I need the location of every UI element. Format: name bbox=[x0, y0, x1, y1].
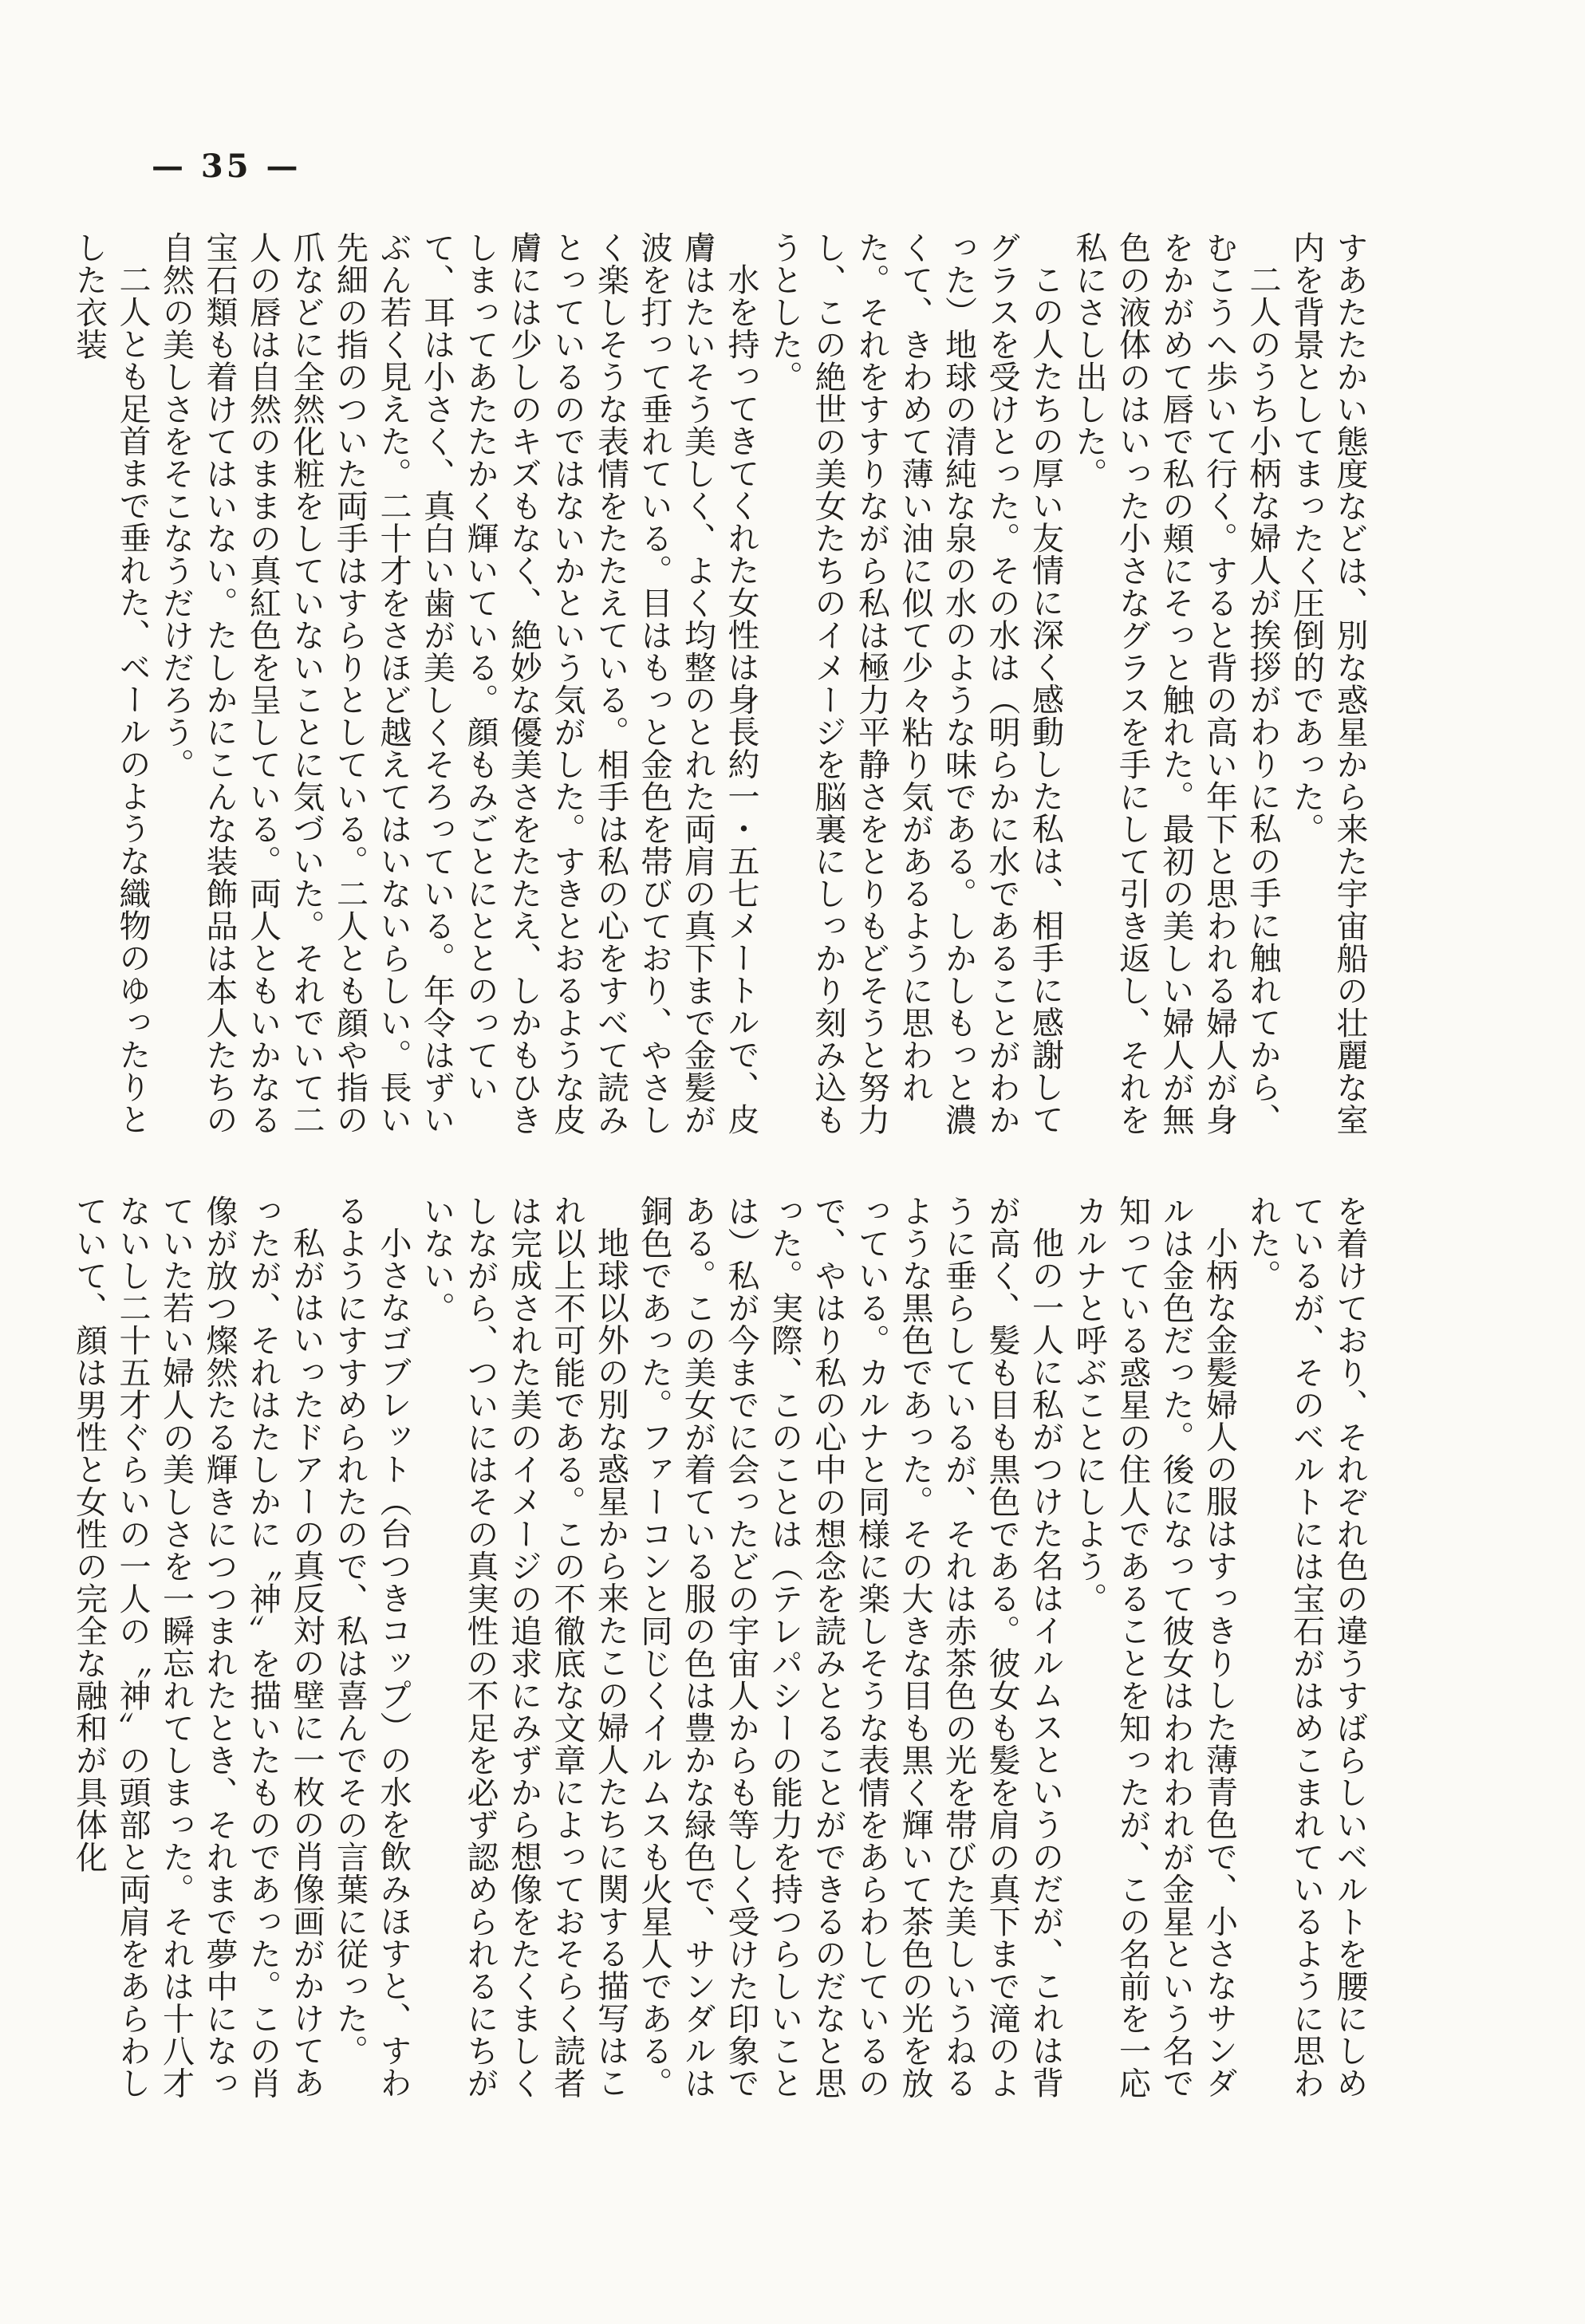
paragraph: 小柄な金髪婦人の服はすっきりした薄青色で、小さなサンダルは金色だった。後になって彼女はわれわれが金星という名で知っている惑星の住人であることを知ったが、この名前を一応カルナと呼ぶことにしよう。 bbox=[1070, 1195, 1238, 2099]
upper-text-column bbox=[70, 231, 1371, 1152]
paragraph: この人たちの厚い友情に深く感動した私は、相手に感謝してグラスを受けとった。その水は（明らかに水であることがわかった）地球の清純な泉の水のような味である。しかしもっと濃くて、きわめて薄い油に似て少々粘り気があるように思われた。それをすすりながら私は極力平静さをとりもどそうと努力し、この絶世の美女たちのイメージを脳裏にしっかり刻み込もうとした。 bbox=[766, 231, 1064, 1136]
paragraph: 地球以外の別な惑星から来たこの婦人たちに関する描写はこれ以上不可能である。この不徹底な文章によっておそらく読者は完成された美のイメージの追求にみずから想像をたくましくしながら、ついにはその真実性の不足を必ず認められるにちがいない。 bbox=[418, 1195, 629, 2099]
paragraph: すあたたかい態度などは、別な惑星から来た宇宙船の壮麗な室内を背景としてまったく圧倒的であった。 bbox=[1287, 231, 1368, 1136]
paragraph: 小さなゴブレット（台つきコップ）の水を飲みほすと、すわるようにすすめられたので、私は喜んでその言葉に従った。 bbox=[331, 1195, 412, 2099]
paragraph: 水を持ってきてくれた女性は身長約一・五七メートルで、皮膚はたいそう美しく、よく均整のとれた両肩の真下まで金髪が波を打って垂れている。目はもっと金色を帯びており、やさしく楽しそうな表情をたたえている。相手は私の心をすべて読みとっているのではないかという気がした。すきとおるような皮膚には少しのキズもなく、絶妙な優美さをたたえ、しかもひきしまってあたたかく輝いている。顔もみごとにととのっていて、耳は小さく、真白い歯が美しくそろっている。年令はずいぶん若く見えた。二十才をさほど越えてはいないらしい。長い先細の指のついた両手はすらりとしている。二人とも顔や指の爪などに全然化粧をしていないことに気づいた。それでいて二人の唇は自然のままの真紅色を呈している。両人ともいかなる宝石類も着けてはいない。たしかにこんな装飾品は本人たちの自然の美しさをそこなうだけだろう。 bbox=[157, 231, 759, 1136]
paragraph: 二人とも足首まで垂れた、ベールのような織物のゆったりとした衣装 bbox=[70, 231, 151, 1136]
paragraph: 二人のうち小柄な婦人が挨拶がわりに私の手に触れてから、むこうへ歩いて行く。すると背の高い年下と思われる婦人が身をかがめて唇で私の頬にそっと触れた。最初の美しい婦人が無色の液体のはいった小さなグラスを手にして引き返し、それを私にさし出した。 bbox=[1070, 231, 1281, 1136]
lower-text-column bbox=[70, 1195, 1371, 2104]
paragraph: 私がはいったドアーの真反対の壁に一枚の肖像画がかけてあったが、それはたしかに〝神〟を描いたものであった。この肖像が放つ燦然たる輝きにつつまれたとき、それまで夢中になっていた若い婦人の美しさを一瞬忘れてしまった。それは十八才ないし二十五才ぐらいの一人の〝神〟の頭部と両肩をあらわしていて、顔は男性と女性の完全な融和が具体化 bbox=[70, 1195, 325, 2099]
page-number: — 35 — bbox=[152, 148, 302, 185]
paragraph: 他の一人に私がつけた名はイルムスというのだが、これは背が高く、髪も目も黒色である。彼女も髪を肩の真下まで滝のように垂らしているが、それは赤茶色の光を帯びた美しいうねるような黒色であった。その大きな目も黒く輝いて茶色の光を放っている。カルナと同様に楽しそうな表情をあらわしているので、やはり私の心中の想念を読みとることができるのだなと思った。実際、このことは（テレパシーの能力を持つらしいことは）私が今までに会ったどの宇宙人からも等しく受けた印象である。この美女が着ている服の色は豊かな緑色で、サンダルは銅色であった。ファーコンと同じくイルムスも火星人である。 bbox=[636, 1195, 1064, 2099]
paragraph: を着けており、それぞれ色の違うすばらしいベルトを腰にしめているが、そのベルトには宝石がはめこまれているように思われた。 bbox=[1244, 1195, 1368, 2099]
